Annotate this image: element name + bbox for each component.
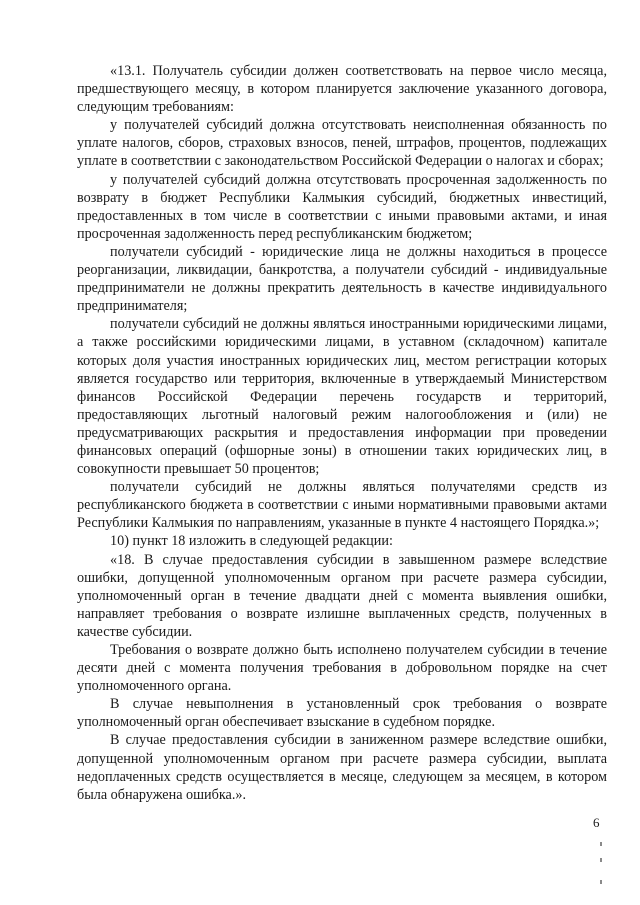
paragraph-18-overpayment: «18. В случае предоставления субсидии в завышенном размере вследствие ошибки, допущенной уполномоченным органом при расчете размера субсидии, уполномоченный орган в течение двадцати дней с момента выявления ошибки, направляет требования о возврате излишне выплаченных средств, полученных в качестве субсидии. — [77, 551, 607, 640]
paragraph-other-funding: получатели субсидий не должны являться получателями средств из республиканского бюджета в соответствии с иными нормативными правовыми актами Республики Калмыкия по направлениям, указанные в пункте 4 настоящего Порядка.»; — [77, 479, 607, 532]
paragraph-item-10: 10) пункт 18 изложить в следующей редакции: — [110, 533, 393, 550]
document-body — [77, 62, 607, 804]
paragraph-underpayment: В случае предоставления субсидии в заниженном размере вследствие ошибки, допущенной уполномоченным органом при расчете размера субсидии, выплата недоплаченных средств осуществляется в месяце, следующем за месяцем, в котором была обнаружена ошибка.». — [77, 732, 607, 803]
paragraph-foreign-entities: получатели субсидий не должны являться иностранными юридическими лицами, а также российскими юридическими лицами, в уставном (складочном) капитале которых доля участия иностранных юридических лиц, местом регистрации которых является государство или территория, включенные в утверждаемый Министерством финансов Российской Федерации перечень государств и территорий, предоставляющих льготный налоговый режим налогообложения и (или) не предусматривающих раскрытия и предоставления информации при проведении финансовых операций (офшорные зоны) в отношении таких юридических лиц, в совокупности превышает 50 процентов; — [77, 316, 607, 478]
scan-edge-mark — [600, 858, 602, 862]
scan-edge-mark — [600, 842, 602, 846]
paragraph-13-1-intro: «13.1. Получатель субсидии должен соответствовать на первое число месяца, предшествующего месяцу, в котором планируется заключение указанного договора, следующим требованиям: — [77, 63, 607, 116]
scan-edge-mark — [600, 880, 602, 884]
page-number: 6 — [593, 815, 600, 830]
paragraph-tax-arrears: у получателей субсидий должна отсутствовать неисполненная обязанность по уплате налогов, сборов, страховых взносов, пеней, штрафов, процентов, подлежащих уплате в соответствии с законодательством Российской Федерации о налогах и сборах; — [77, 117, 607, 170]
paragraph-refund-deadline: Требования о возврате должно быть исполнено получателем субсидии в течение десяти дней с момента получения требования в добровольном порядке на счет уполномоченного органа. — [77, 642, 607, 695]
paragraph-overdue-debt: у получателей субсидий должна отсутствовать просроченная задолженность по возврату в бюджет Республики Калмыкия субсидий, бюджетных инвестиций, предоставленных в том числе в соответствии с иными правовыми актами, и иная просроченная задолженность перед республиканским бюджетом; — [77, 171, 607, 242]
paragraph-court-recovery: В случае невыполнения в установленный срок требования о возврате уполномоченный орган обеспечивает взыскание в судебном порядке. — [77, 696, 607, 731]
paragraph-reorganization: получатели субсидий - юридические лица не должны находиться в процессе реорганизации, ликвидации, банкротства, а получатели субсидий - индивидуальные предприниматели не должны прекратить деятельность в качестве индивидуального предпринимателя; — [77, 243, 607, 315]
